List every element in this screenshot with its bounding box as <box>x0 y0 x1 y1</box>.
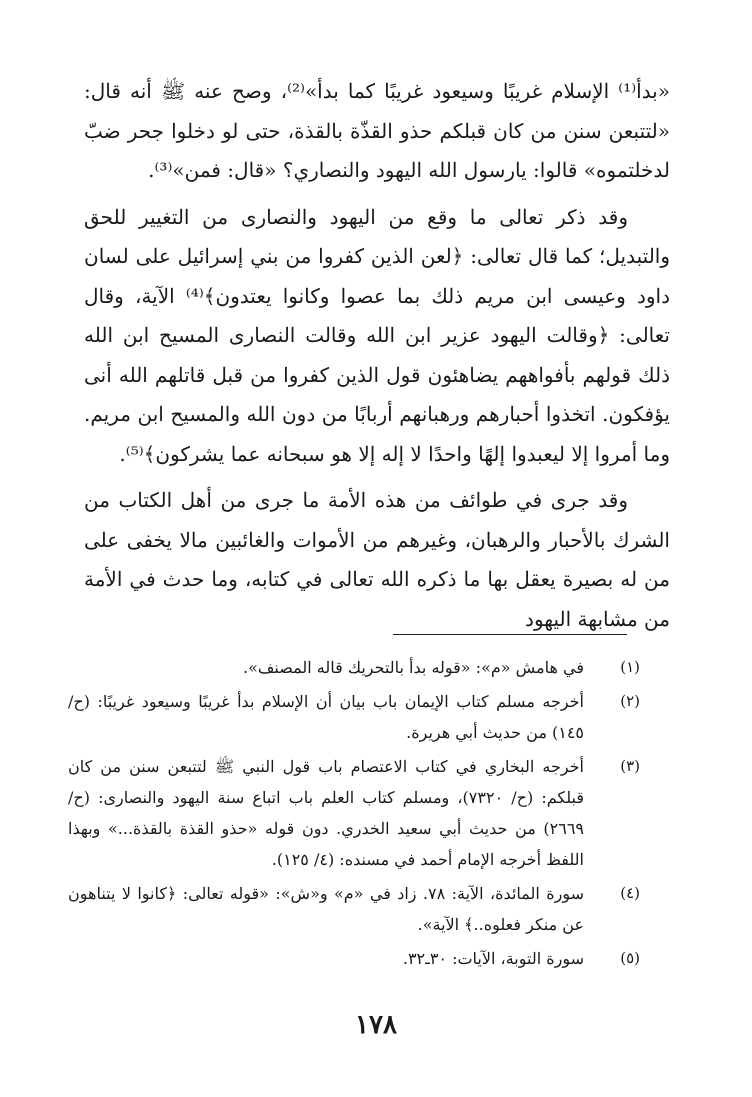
footnote-text: أخرجه مسلم كتاب الإيمان باب بيان أن الإسلام بدأ غريبًا وسيعود غريبًا: (ح/ ١٤٥) من حديث أبي هريرة. <box>68 692 584 742</box>
footnote-number: (٢) <box>620 692 640 710</box>
footnote-text: في هامش «م»: «قوله بدأ بالتحريك قاله المصنف». <box>242 658 584 677</box>
footnote-number: (٤) <box>620 884 640 902</box>
footnote-number: (٣) <box>620 757 640 775</box>
footnote-2 <box>68 686 640 748</box>
page-number: ١٧٨ <box>355 1010 397 1040</box>
paragraph-2: وقد ذكر تعالى ما وقع من اليهود والنصارى من التغيير للحق والتبديل؛ كما قال تعالى: ﴿لعن الذين كفروا من بني إسرائيل على لسان داود وعيسى ابن مريم ذلك بما عصوا وكانوا يعتدون﴾⁽⁴⁾ الآية، وقال تعالى: ﴿وقالت اليهود عزير ابن الله وقالت النصارى المسيح ابن الله ذلك قولهم بأفواههم يضاهئون قول الذين كفروا من قبل قاتلهم الله أنى يؤفكون. اتخذوا أحبارهم ورهبانهم أربابًا من دون الله والمسيح ابن مريم. وما أمروا إلا ليعبدوا إلهًا واحدًا لا إله إلا هو سبحانه عما يشركون﴾⁽⁵⁾. <box>84 204 670 466</box>
footnote-number: (١) <box>620 658 640 676</box>
footnote-5 <box>68 943 640 974</box>
footnote-1 <box>68 652 640 683</box>
paragraph-3: وقد جرى في طوائف من هذه الأمة ما جرى من أهل الكتاب من الشرك بالأحبار والرهبان، وغيرهم من الأموات والغائبين مالا يخفى على من له بصيرة يعقل بها ما ذكره الله تعالى في كتابه، وما حدث في الأمة من مشابهة اليهود <box>84 488 670 631</box>
footnote-3 <box>68 751 640 875</box>
footnote-text: سورة المائدة، الآية: ٧٨. زاد في «م» و«ش»: «قوله تعالى: ﴿كانوا لا يتناهون عن منكر فعلوه..﴾ الآية». <box>68 884 585 934</box>
footnote-number: (٥) <box>620 949 640 967</box>
main-text <box>84 72 670 639</box>
footnote-divider <box>393 634 627 635</box>
footnotes <box>68 652 640 977</box>
footnote-text: أخرجه البخاري في كتاب الاعتصام باب قول النبي ﷺ لتتبعن سنن من كان قبلكم: (ح/ ٧٣٢٠)، ومسلم كتاب العلم باب اتباع سنة اليهود والنصارى: (ح/ ٢٦٦٩) من حديث أبي سعيد الخدري. دون قوله «حذو القذة بالقذة...» وبهذا اللفظ أخرجه الإمام أحمد في مسنده: (٤/ ١٢٥). <box>68 757 585 869</box>
paragraph-1: «بدأ⁽¹⁾ الإسلام غريبًا وسيعود غريبًا كما بدأ»⁽²⁾، وصح عنه ﷺ أنه قال: «لتتبعن سنن من كان قبلكم حذو القذّة بالقذة، حتى لو دخلوا جحر ضبّ لدخلتموه» قالوا: يارسول الله اليهود والنصاري؟ «قال: فمن»⁽³⁾. <box>84 79 670 182</box>
footnote-text: سورة التوبة، الآيات: ٣٠ـ٣٢. <box>402 949 584 968</box>
footnote-4 <box>68 878 640 940</box>
